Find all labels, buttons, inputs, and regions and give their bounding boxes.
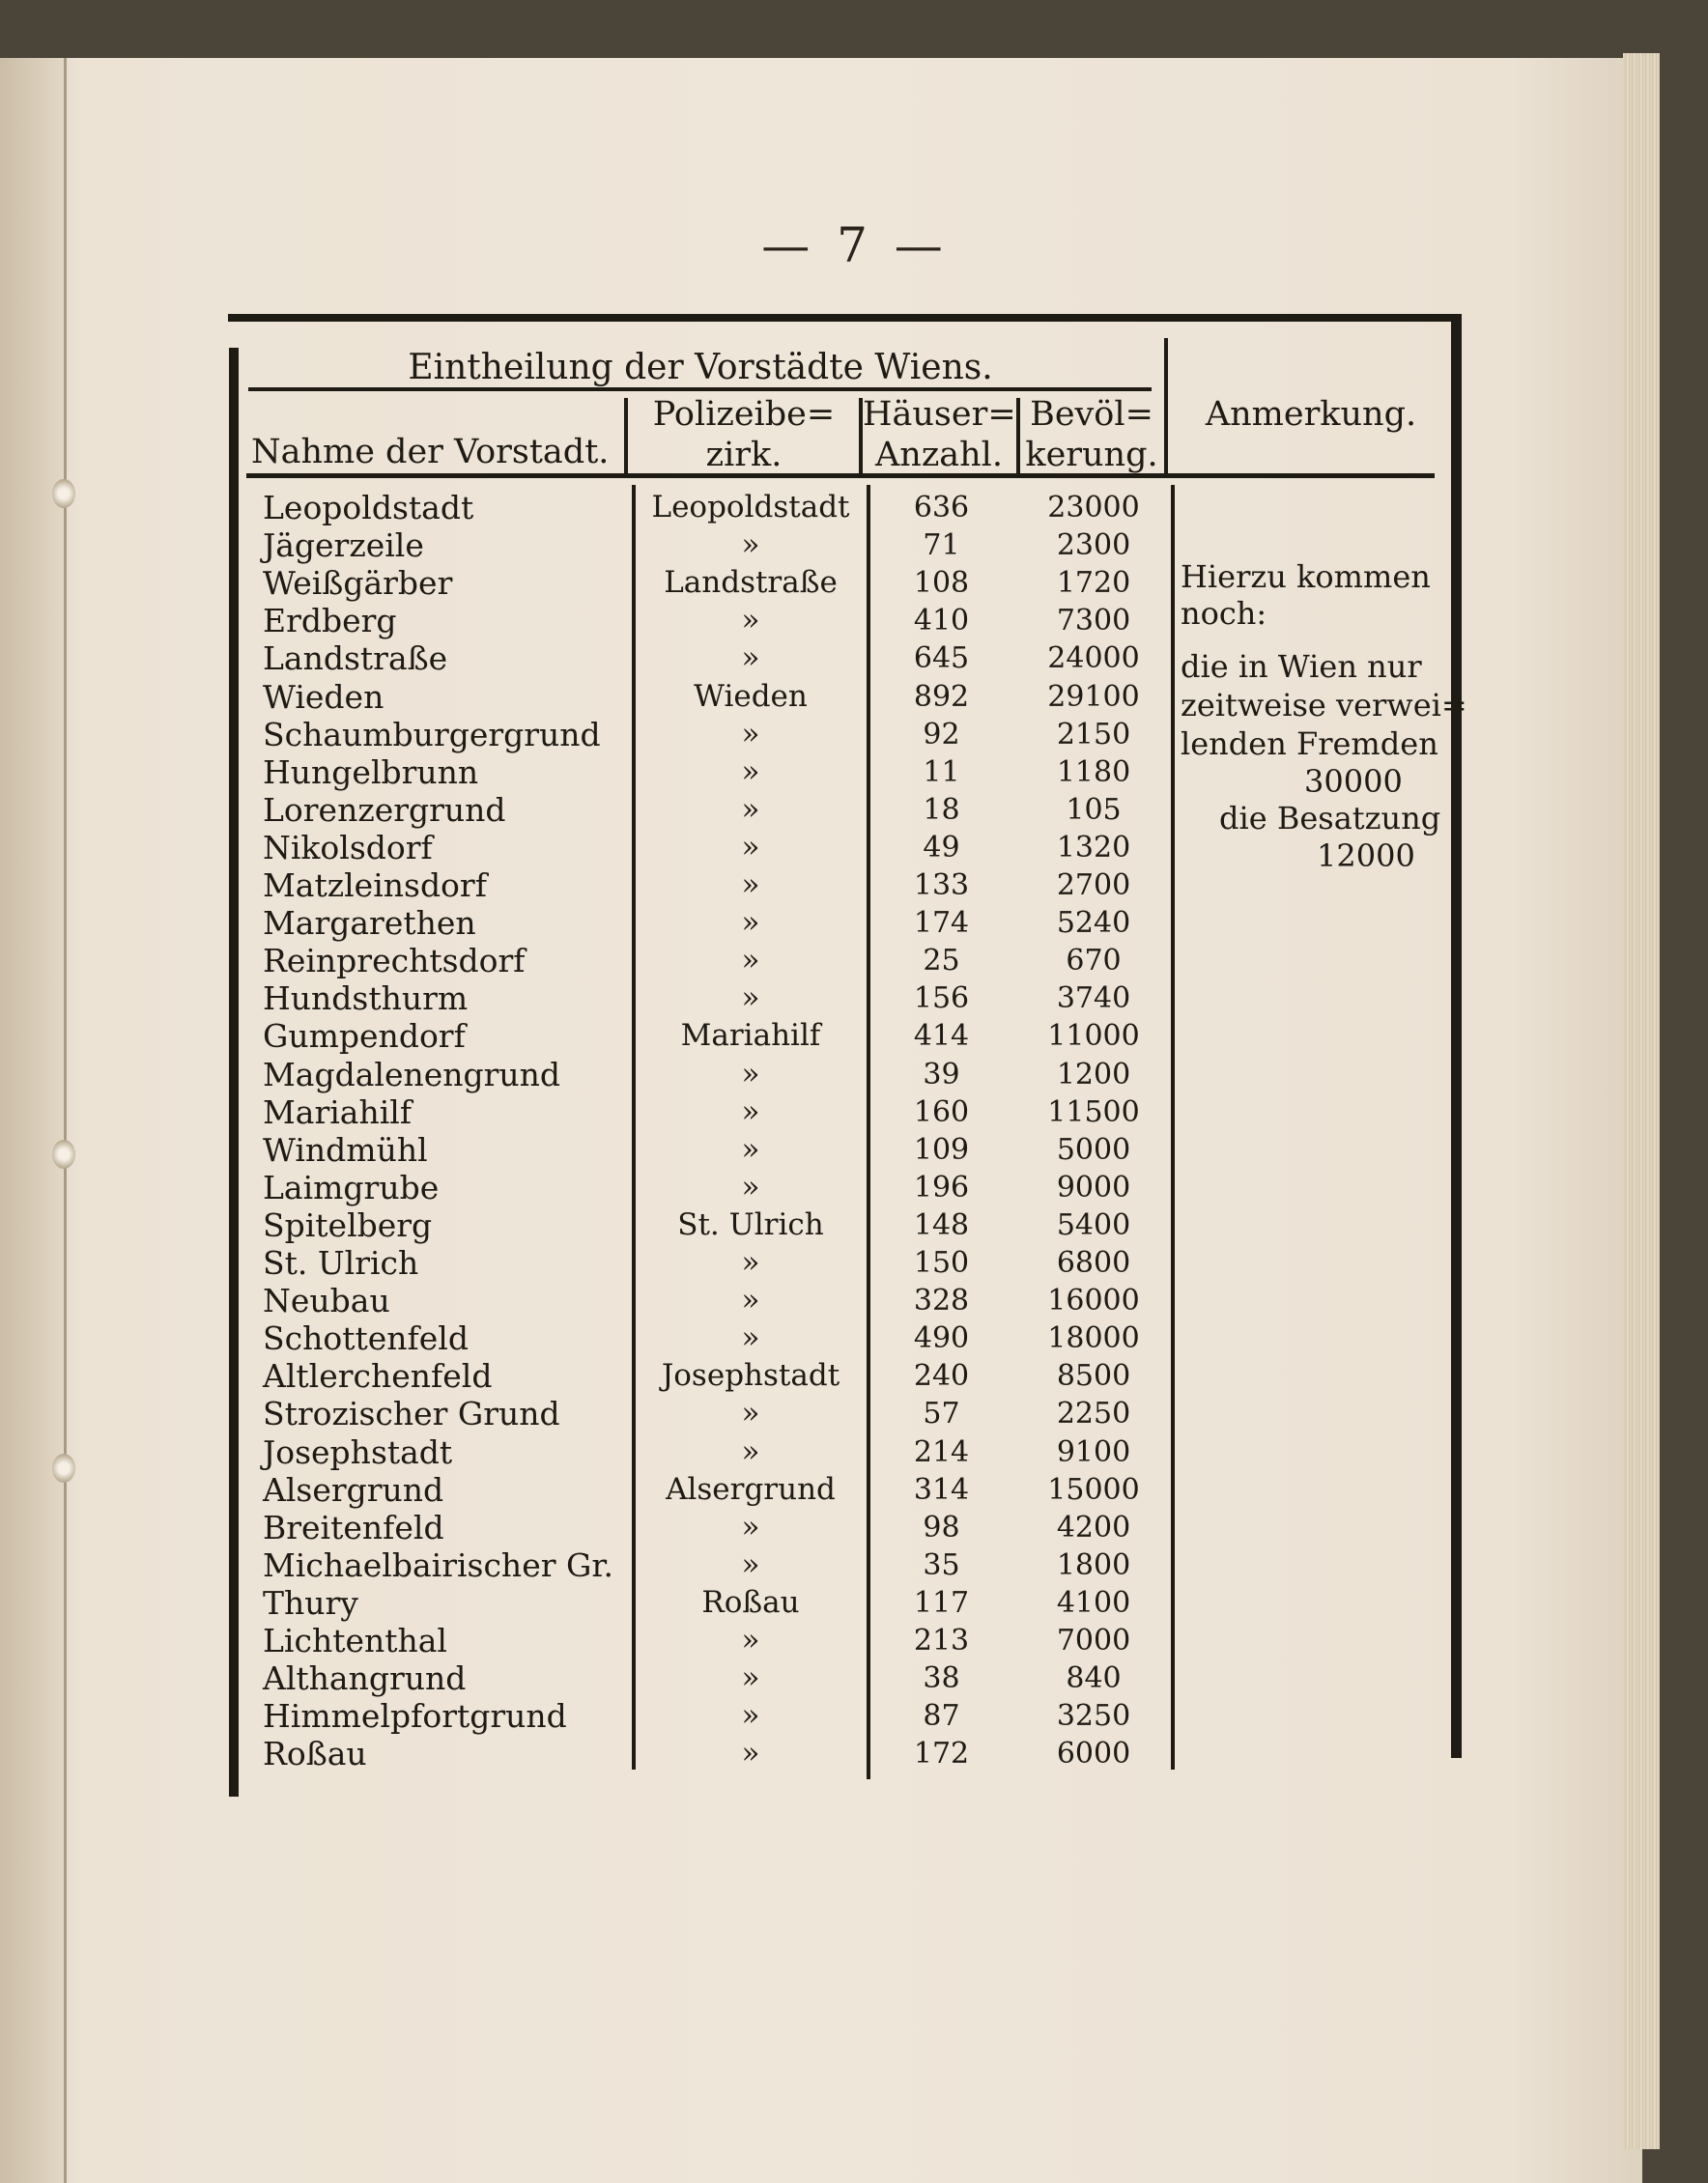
police-district: » — [741, 1698, 760, 1734]
police-district: Alsergrund — [666, 1471, 836, 1507]
police-district: » — [741, 791, 760, 827]
police-district: » — [741, 829, 760, 865]
table-row — [263, 1244, 1181, 1282]
table-row — [263, 829, 1181, 866]
house-count: 645 — [913, 641, 970, 676]
suburb-name: Lichtenthal — [263, 1622, 447, 1659]
table-row — [263, 716, 1181, 753]
table-row — [263, 1319, 1181, 1357]
police-district: » — [741, 1660, 760, 1696]
population-count: 11500 — [1047, 1094, 1140, 1129]
police-district: » — [741, 905, 760, 941]
house-count: 11 — [923, 754, 960, 789]
table-row — [263, 526, 1181, 564]
table-row — [263, 1659, 1181, 1697]
page-gutter — [0, 58, 66, 2183]
house-count: 213 — [913, 1624, 970, 1658]
police-district: » — [741, 1245, 760, 1280]
table-row — [263, 1206, 1181, 1244]
police-district: Mariahilf — [680, 1018, 821, 1054]
police-district: » — [741, 1396, 760, 1432]
population-count: 7000 — [1056, 1624, 1131, 1658]
remark-line: Hierzu kommen — [1181, 558, 1431, 595]
suburb-name: Schottenfeld — [263, 1319, 469, 1358]
remarks-divider — [1164, 338, 1168, 475]
population-count: 7300 — [1056, 604, 1131, 638]
police-district: » — [741, 1546, 760, 1582]
house-count: 328 — [913, 1284, 970, 1318]
table-row — [263, 904, 1181, 942]
population-count: 6000 — [1056, 1737, 1131, 1772]
police-district: » — [741, 1093, 760, 1129]
police-district: Leopoldstadt — [651, 490, 850, 524]
header-houses-cont: Anzahl. — [875, 436, 1003, 474]
suburb-name: Thury — [263, 1583, 358, 1622]
table-row — [263, 1433, 1181, 1471]
table-row — [263, 1471, 1181, 1509]
suburb-name: Hungelbrunn — [263, 752, 479, 791]
population-count: 24000 — [1047, 641, 1140, 676]
table-top-border — [228, 314, 1461, 322]
house-count: 49 — [923, 830, 960, 865]
suburb-name: Schaumburgergrund — [263, 715, 601, 753]
header-population: Bevöl= — [1030, 395, 1153, 434]
table-row — [263, 942, 1181, 979]
house-count: 636 — [913, 491, 970, 524]
sewing-hole — [52, 479, 75, 508]
police-district: » — [741, 1169, 760, 1205]
police-district: » — [741, 716, 760, 751]
suburb-name: Josephstadt — [263, 1432, 453, 1471]
police-district: » — [741, 603, 760, 638]
suburb-name: Reinprechtsdorf — [263, 942, 526, 980]
population-count: 11000 — [1047, 1019, 1140, 1054]
police-district: » — [741, 527, 760, 563]
suburb-name: St. Ulrich — [263, 1244, 419, 1282]
police-district: » — [741, 1320, 760, 1356]
population-count: 105 — [1066, 792, 1122, 827]
table-left-border — [229, 348, 239, 1797]
table-row — [263, 1357, 1181, 1395]
house-count: 172 — [913, 1737, 970, 1772]
house-count: 38 — [923, 1661, 960, 1696]
police-district: St. Ulrich — [677, 1206, 824, 1242]
police-district: » — [741, 753, 760, 789]
suburb-name: Althangrund — [263, 1659, 467, 1698]
page-number: — 7 — — [761, 217, 949, 273]
population-count: 2300 — [1056, 528, 1131, 563]
police-district: » — [741, 943, 760, 978]
header-district: Polizeibe= — [652, 395, 836, 434]
house-count: 240 — [913, 1359, 970, 1394]
header-district-cont: zirk. — [705, 436, 783, 474]
remark-line: die Besatzung — [1219, 800, 1441, 836]
remark-count: 30000 — [1304, 763, 1403, 800]
suburb-name: Himmelpfortgrund — [263, 1697, 567, 1736]
police-district: » — [741, 1509, 760, 1545]
suburb-name: Leopoldstadt — [263, 489, 474, 526]
house-count: 39 — [923, 1057, 960, 1092]
suburb-name: Margarethen — [263, 904, 476, 943]
population-count: 15000 — [1047, 1472, 1140, 1507]
population-count: 16000 — [1047, 1284, 1140, 1318]
suburb-name: Wieden — [263, 677, 384, 716]
house-count: 92 — [923, 717, 960, 751]
table-row — [263, 489, 1181, 526]
house-count: 71 — [923, 528, 960, 563]
suburb-name: Laimgrube — [263, 1168, 440, 1206]
table-row — [263, 1282, 1181, 1319]
house-count: 98 — [923, 1510, 960, 1545]
remark-line: die in Wien nur — [1181, 648, 1422, 685]
suburb-name: Erdberg — [263, 602, 397, 640]
header-houses: Häuser= — [863, 395, 1016, 434]
table-row — [263, 1546, 1181, 1584]
house-count: 214 — [913, 1434, 970, 1469]
suburb-name: Jägerzeile — [263, 526, 424, 565]
population-count: 5240 — [1056, 906, 1131, 941]
suburb-name: Michaelbairischer Gr. — [263, 1545, 613, 1584]
suburb-name: Magdalenengrund — [263, 1055, 561, 1093]
house-count: 18 — [923, 792, 960, 827]
population-count: 29100 — [1047, 679, 1140, 714]
police-district: Josephstadt — [661, 1358, 840, 1394]
population-count: 18000 — [1047, 1321, 1140, 1356]
table-caption: Eintheilung der Vorstädte Wiens. — [408, 348, 993, 387]
suburb-name: Alsergrund — [263, 1470, 444, 1509]
header-population-cont: kerung. — [1025, 436, 1158, 474]
police-district: » — [741, 1056, 760, 1092]
population-count: 6800 — [1056, 1246, 1131, 1280]
population-count: 1720 — [1056, 566, 1131, 601]
population-count: 8500 — [1056, 1359, 1131, 1394]
population-count: 1800 — [1056, 1547, 1131, 1582]
suburb-name: Roßau — [263, 1735, 367, 1773]
house-count: 25 — [923, 944, 960, 978]
police-district: Roßau — [701, 1584, 800, 1620]
house-count: 148 — [913, 1207, 970, 1242]
population-count: 5000 — [1056, 1132, 1131, 1167]
house-count: 109 — [913, 1132, 970, 1167]
population-count: 23000 — [1047, 491, 1140, 524]
suburb-name: Hundsthurm — [263, 979, 469, 1018]
table-row — [263, 791, 1181, 829]
table-row — [263, 1093, 1181, 1131]
population-count: 1200 — [1056, 1057, 1131, 1092]
gutter-fold-line — [64, 58, 67, 2183]
suburb-name: Neubau — [263, 1282, 390, 1320]
table-row — [263, 1056, 1181, 1093]
house-count: 108 — [913, 566, 970, 601]
table-row — [263, 1584, 1181, 1622]
police-district: » — [741, 1623, 760, 1658]
population-count: 2250 — [1056, 1397, 1131, 1432]
house-count: 150 — [913, 1246, 970, 1280]
suburb-name: Nikolsdorf — [263, 828, 433, 866]
remark-line: lenden Fremden — [1181, 725, 1438, 762]
population-count: 1320 — [1056, 830, 1131, 865]
police-district: » — [741, 1283, 760, 1318]
suburb-name: Windmühl — [263, 1130, 428, 1169]
house-count: 57 — [923, 1397, 960, 1432]
population-count: 5400 — [1056, 1207, 1131, 1242]
house-count: 156 — [913, 981, 970, 1016]
table-row — [263, 564, 1181, 602]
population-count: 1180 — [1056, 754, 1131, 789]
police-district: Landstraße — [664, 565, 838, 601]
house-count: 414 — [913, 1019, 970, 1054]
sewing-hole — [52, 1140, 75, 1169]
table-row — [263, 602, 1181, 639]
population-count: 4200 — [1056, 1510, 1131, 1545]
police-district: Wieden — [694, 678, 808, 714]
suburb-name: Matzleinsdorf — [263, 866, 487, 904]
police-district: » — [741, 1131, 760, 1167]
page-fore-edge — [1623, 53, 1660, 2149]
house-count: 314 — [913, 1472, 970, 1507]
suburb-name: Strozischer Grund — [263, 1395, 560, 1433]
table-row — [263, 1017, 1181, 1055]
house-count: 35 — [923, 1547, 960, 1582]
table-row — [263, 678, 1181, 716]
house-count: 410 — [913, 604, 970, 638]
suburb-name: Mariahilf — [263, 1092, 413, 1131]
population-count: 4100 — [1056, 1585, 1131, 1620]
header-name: Nahme der Vorstadt. — [251, 433, 610, 471]
remark-line: noch: — [1181, 595, 1267, 632]
house-count: 892 — [913, 679, 970, 714]
suburb-name: Landstraße — [263, 639, 448, 678]
population-count: 9000 — [1056, 1170, 1131, 1205]
suburb-name: Spitelberg — [263, 1205, 433, 1244]
table-right-border — [1451, 314, 1462, 1758]
table-row — [263, 1395, 1181, 1432]
population-count: 2150 — [1056, 717, 1131, 751]
population-count: 840 — [1066, 1661, 1122, 1696]
population-count: 9100 — [1056, 1434, 1131, 1469]
suburb-name: Altlerchenfeld — [263, 1357, 493, 1396]
sewing-hole — [52, 1454, 75, 1483]
remark-line: zeitweise verwei= — [1181, 687, 1467, 723]
table-row — [263, 1131, 1181, 1169]
header-remarks: Anmerkung. — [1205, 395, 1417, 434]
population-count: 2700 — [1056, 868, 1131, 902]
police-district: » — [741, 980, 760, 1016]
population-count: 670 — [1066, 944, 1122, 978]
table-row — [263, 1509, 1181, 1546]
table-row — [263, 866, 1181, 904]
police-district: » — [741, 867, 760, 902]
table-row — [263, 753, 1181, 791]
remark-count: 12000 — [1317, 837, 1415, 874]
suburb-name: Breitenfeld — [263, 1508, 444, 1546]
house-count: 117 — [913, 1585, 970, 1620]
house-count: 133 — [913, 868, 970, 902]
house-count: 87 — [923, 1699, 960, 1734]
table-row — [263, 639, 1181, 677]
table-row — [263, 1697, 1181, 1735]
table-row — [263, 1735, 1181, 1772]
table-row — [263, 979, 1181, 1017]
suburb-name: Lorenzergrund — [263, 790, 506, 829]
suburb-name: Gumpendorf — [263, 1017, 466, 1056]
house-count: 160 — [913, 1094, 970, 1129]
house-count: 174 — [913, 906, 970, 941]
header-divider — [624, 398, 628, 475]
population-count: 3250 — [1056, 1699, 1131, 1734]
table-row — [263, 1169, 1181, 1206]
police-district: » — [741, 1736, 760, 1772]
table-row — [263, 1622, 1181, 1659]
house-count: 490 — [913, 1321, 970, 1356]
police-district: » — [741, 640, 760, 676]
suburb-name: Weißgärber — [263, 564, 453, 603]
house-count: 196 — [913, 1170, 970, 1205]
police-district: » — [741, 1433, 760, 1469]
population-count: 3740 — [1056, 981, 1131, 1016]
